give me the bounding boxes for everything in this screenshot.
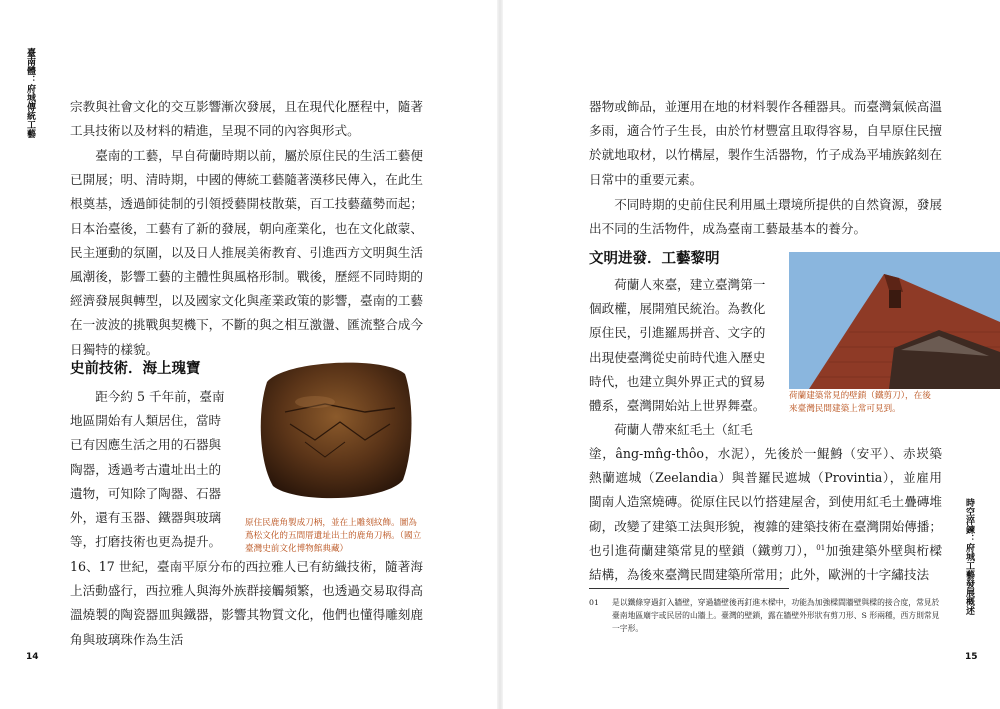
para3-line: 荷蘭人來臺，建立臺灣第一 xyxy=(614,277,766,292)
section-heading-prehistoric: 史前技術．海上瑰寶 xyxy=(70,361,201,377)
left-paragraph-3 xyxy=(70,385,238,554)
right-page xyxy=(500,0,1000,709)
antler-knife-handle-photo xyxy=(245,352,423,512)
para3-line: 外，還有玉器、鐵器與玻璃 xyxy=(70,510,222,526)
right-paragraph-2: 不同時期的史前住民利用風土環境所提供的自然資源，發展出不同的生活物件，成為臺南工藝最基本的養分。 xyxy=(589,197,942,237)
antler-handle-illustration xyxy=(245,352,423,512)
footnote-text: 是以鐵條穿過釘入牆壁，穿過牆壁後再釘進木樑中，功能為加強樑間牆壁與樑的接合度，常見於臺南地區廟宇或民居的山牆上。臺灣的壁鎖，露在牆壁外形狀有剪刀形、S 形兩種，西方則常見一字形。 xyxy=(612,598,940,633)
right-paragraph-4 xyxy=(589,442,942,587)
right-paragraph-4-first-line: 荷蘭人帶來紅毛土（紅毛 xyxy=(614,422,753,437)
running-title-right: 時空淬鍊：府城工藝發展概述 xyxy=(964,498,974,615)
para3-line: 地區開始有人類居住，當時 xyxy=(70,413,222,429)
para3-line: 時代，也建立與外界正式的貿易 xyxy=(589,373,766,389)
footnote-divider xyxy=(589,588,789,589)
figure-caption-wall-anchor: 荷蘭建築常見的壁鎖（鐵剪刀），在後來臺灣民間建築上常可見到。 xyxy=(789,391,931,414)
brick-building-illustration xyxy=(789,252,1000,389)
para3-line: 原住民，引進羅馬拼音、文字的 xyxy=(589,325,766,341)
footnote xyxy=(589,596,944,636)
para3-line: 等，打磨技術也更為提升。 xyxy=(70,534,222,550)
section-heading-civilization: 文明进發．工藝黎明 xyxy=(589,251,720,267)
page-number-right: 15 xyxy=(965,652,978,662)
paragraph-4-text: 塗，âng-mn̂g-thôo，水泥），先後於一鯤鯓（安平）、赤崁築熱蘭遮城（Zeelandia）與普羅民遮城（Provintia），並雇用閩南人造窯燒磚。從原住民以竹搭建屋舍，到使用紅毛土疊磚堆砌，改變了建築工法與形貌，複雜的建築技術在臺灣開始傳播；也引進荷蘭建築常見的壁鎖（鐵剪刀）， xyxy=(589,446,942,558)
para3-line: 距今約 5 千年前，臺南 xyxy=(95,389,225,404)
dutch-building-photo xyxy=(789,252,1000,389)
page-number-left: 14 xyxy=(26,652,39,662)
left-paragraph-4: 16、17 世紀，臺南平原分布的西拉雅人已有紡織技術，隨著海上活動盛行，西拉雅人與海外族群接觸頻繁，也透過交易取得高溫燒製的陶瓷器皿與鐵器，影響其物質文化，他們也懂得雕刻鹿角與玻璃珠作為生活 xyxy=(70,559,423,647)
para3-line: 個政權，展開殖民統治。為教化 xyxy=(589,301,766,317)
footnote-marker: 01 xyxy=(816,543,826,552)
left-paragraph-2: 臺南的工藝，早自荷蘭時期以前，屬於原住民的生活工藝便已開展；明、清時期，中國的傳統工藝隨著漢移民傳入，在此生根奠基，透過師徒制的引領授藝開枝散葉，百工技藝蘊勢而起；日本治臺後，工藝有了新的發展，朝向產業化，也在文化啟蒙、民主運動的氛圍，以及日人推展美術教育、引進西方文明與生活風潮後，影響工藝的主體性與風格形制。戰後，歷經不同時期的經濟發展與轉型，以及國家文化與產業政策的影響，臺南的工藝在一波波的挑戰與契機下，不斷的與之相互激盪、匯流整合成今日獨特的樣貌。 xyxy=(70,148,423,357)
running-title-left: 臺南體：府城傳統工藝 xyxy=(25,48,35,138)
footnote-number: 01 xyxy=(589,598,599,607)
right-paragraph-3 xyxy=(589,273,779,418)
right-paragraph-1: 器物或飾品，並運用在地的材料製作各種器具。而臺灣氣候高溫多雨，適合竹子生長，由於竹材豐富且取得容易，自早原住民擅於就地取材，以竹構屋，製作生活器物，竹子成為平埔族銘刻在日常中的重要元素。 xyxy=(589,99,942,187)
para3-line: 出現使臺灣從史前時代進入歷史 xyxy=(589,349,766,365)
paragraph-4-tail: 加強建築外壁與桁樑結構，為後來臺灣民間建築所常用；此外，歐洲的十字繡技法 xyxy=(589,542,943,583)
figure-caption-antler: 原住民鹿角製成刀柄，並在上雕刻紋飾。圖為蔦松文化的五間厝遺址出土的鹿角刀柄。（國立臺灣史前文化博物館典藏） xyxy=(245,518,422,554)
para3-line: 陶器，透過考古遺址出土的 xyxy=(70,461,222,477)
para3-line: 遺物，可知除了陶器、石器 xyxy=(70,485,222,501)
para3-line: 體系，臺灣開始站上世界舞臺。 xyxy=(589,398,766,414)
para3-line: 已有因應生活之用的石器與 xyxy=(70,437,222,453)
left-paragraph-1: 宗教與社會文化的交互影響漸次發展，且在現代化歷程中，隨著工具技術以及材料的精進，呈現不同的內容與形式。 xyxy=(70,99,423,139)
